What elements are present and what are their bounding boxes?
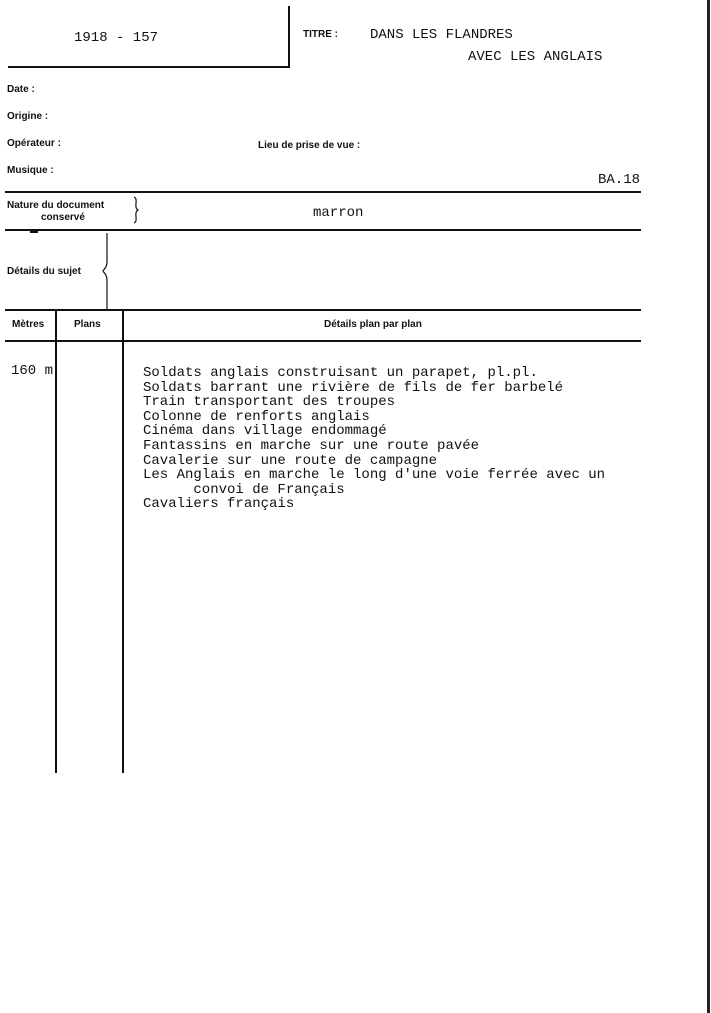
shot-line: Cavalerie sur une route de campagne (143, 452, 438, 469)
nature-brace (130, 196, 142, 224)
column-header-plans: Plans (74, 319, 101, 330)
column-separator-2 (122, 310, 124, 773)
title-line-1: DANS LES FLANDRES (370, 27, 513, 43)
musique-label: Musique : (7, 165, 54, 176)
column-header-metres: Mètres (12, 319, 45, 330)
column-header-details: Détails plan par plan (324, 319, 422, 330)
page-edge-right (707, 0, 710, 1013)
shot-line: Train transportant des troupes (143, 394, 396, 411)
nature-bottom-line (5, 229, 641, 231)
nature-value: marron (313, 205, 364, 221)
shot-line: Soldats barrant une rivière de fils de fer barbelé (143, 379, 564, 396)
header-box-vertical-line (288, 6, 290, 67)
shot-line: Cavaliers français (143, 496, 295, 513)
shot-list (143, 366, 605, 512)
details-sujet-label: Détails du sujet (7, 266, 81, 277)
archive-code: BA.18 (598, 172, 641, 188)
metres-value: 160 m (11, 363, 54, 379)
shot-line: convoi de Français (143, 481, 345, 498)
shot-line: Soldats anglais construisant un parapet, pl.pl. (143, 365, 538, 381)
title-label: TITRE : (303, 29, 338, 40)
shot-line: Cinéma dans village endommagé (143, 423, 387, 440)
shot-line: Colonne de renforts anglais (143, 408, 370, 425)
origine-label: Origine : (7, 111, 49, 122)
column-separator-1 (55, 310, 57, 773)
nature-label-line-1: Nature du document (7, 200, 105, 211)
shot-line: Les Anglais en marche le long d'une voie ferrée avec un (143, 467, 606, 484)
nature-bottom-mark (30, 230, 38, 233)
lieu-label: Lieu de prise de vue : (258, 140, 361, 151)
operateur-label: Opérateur : (7, 138, 61, 149)
header-box-bottom-line (8, 66, 290, 68)
nature-top-line (5, 191, 641, 193)
title-line-2: AVEC LES ANGLAIS (468, 49, 603, 65)
details-sujet-brace (100, 232, 114, 310)
date-label: Date : (7, 84, 35, 95)
nature-label-line-2: conservé (41, 212, 85, 223)
table-header-bottom-line (5, 340, 641, 342)
reference-number: 1918 - 157 (74, 30, 159, 46)
shot-line: Fantassins en marche sur une route pavée (143, 437, 480, 454)
table-top-line (5, 309, 641, 311)
